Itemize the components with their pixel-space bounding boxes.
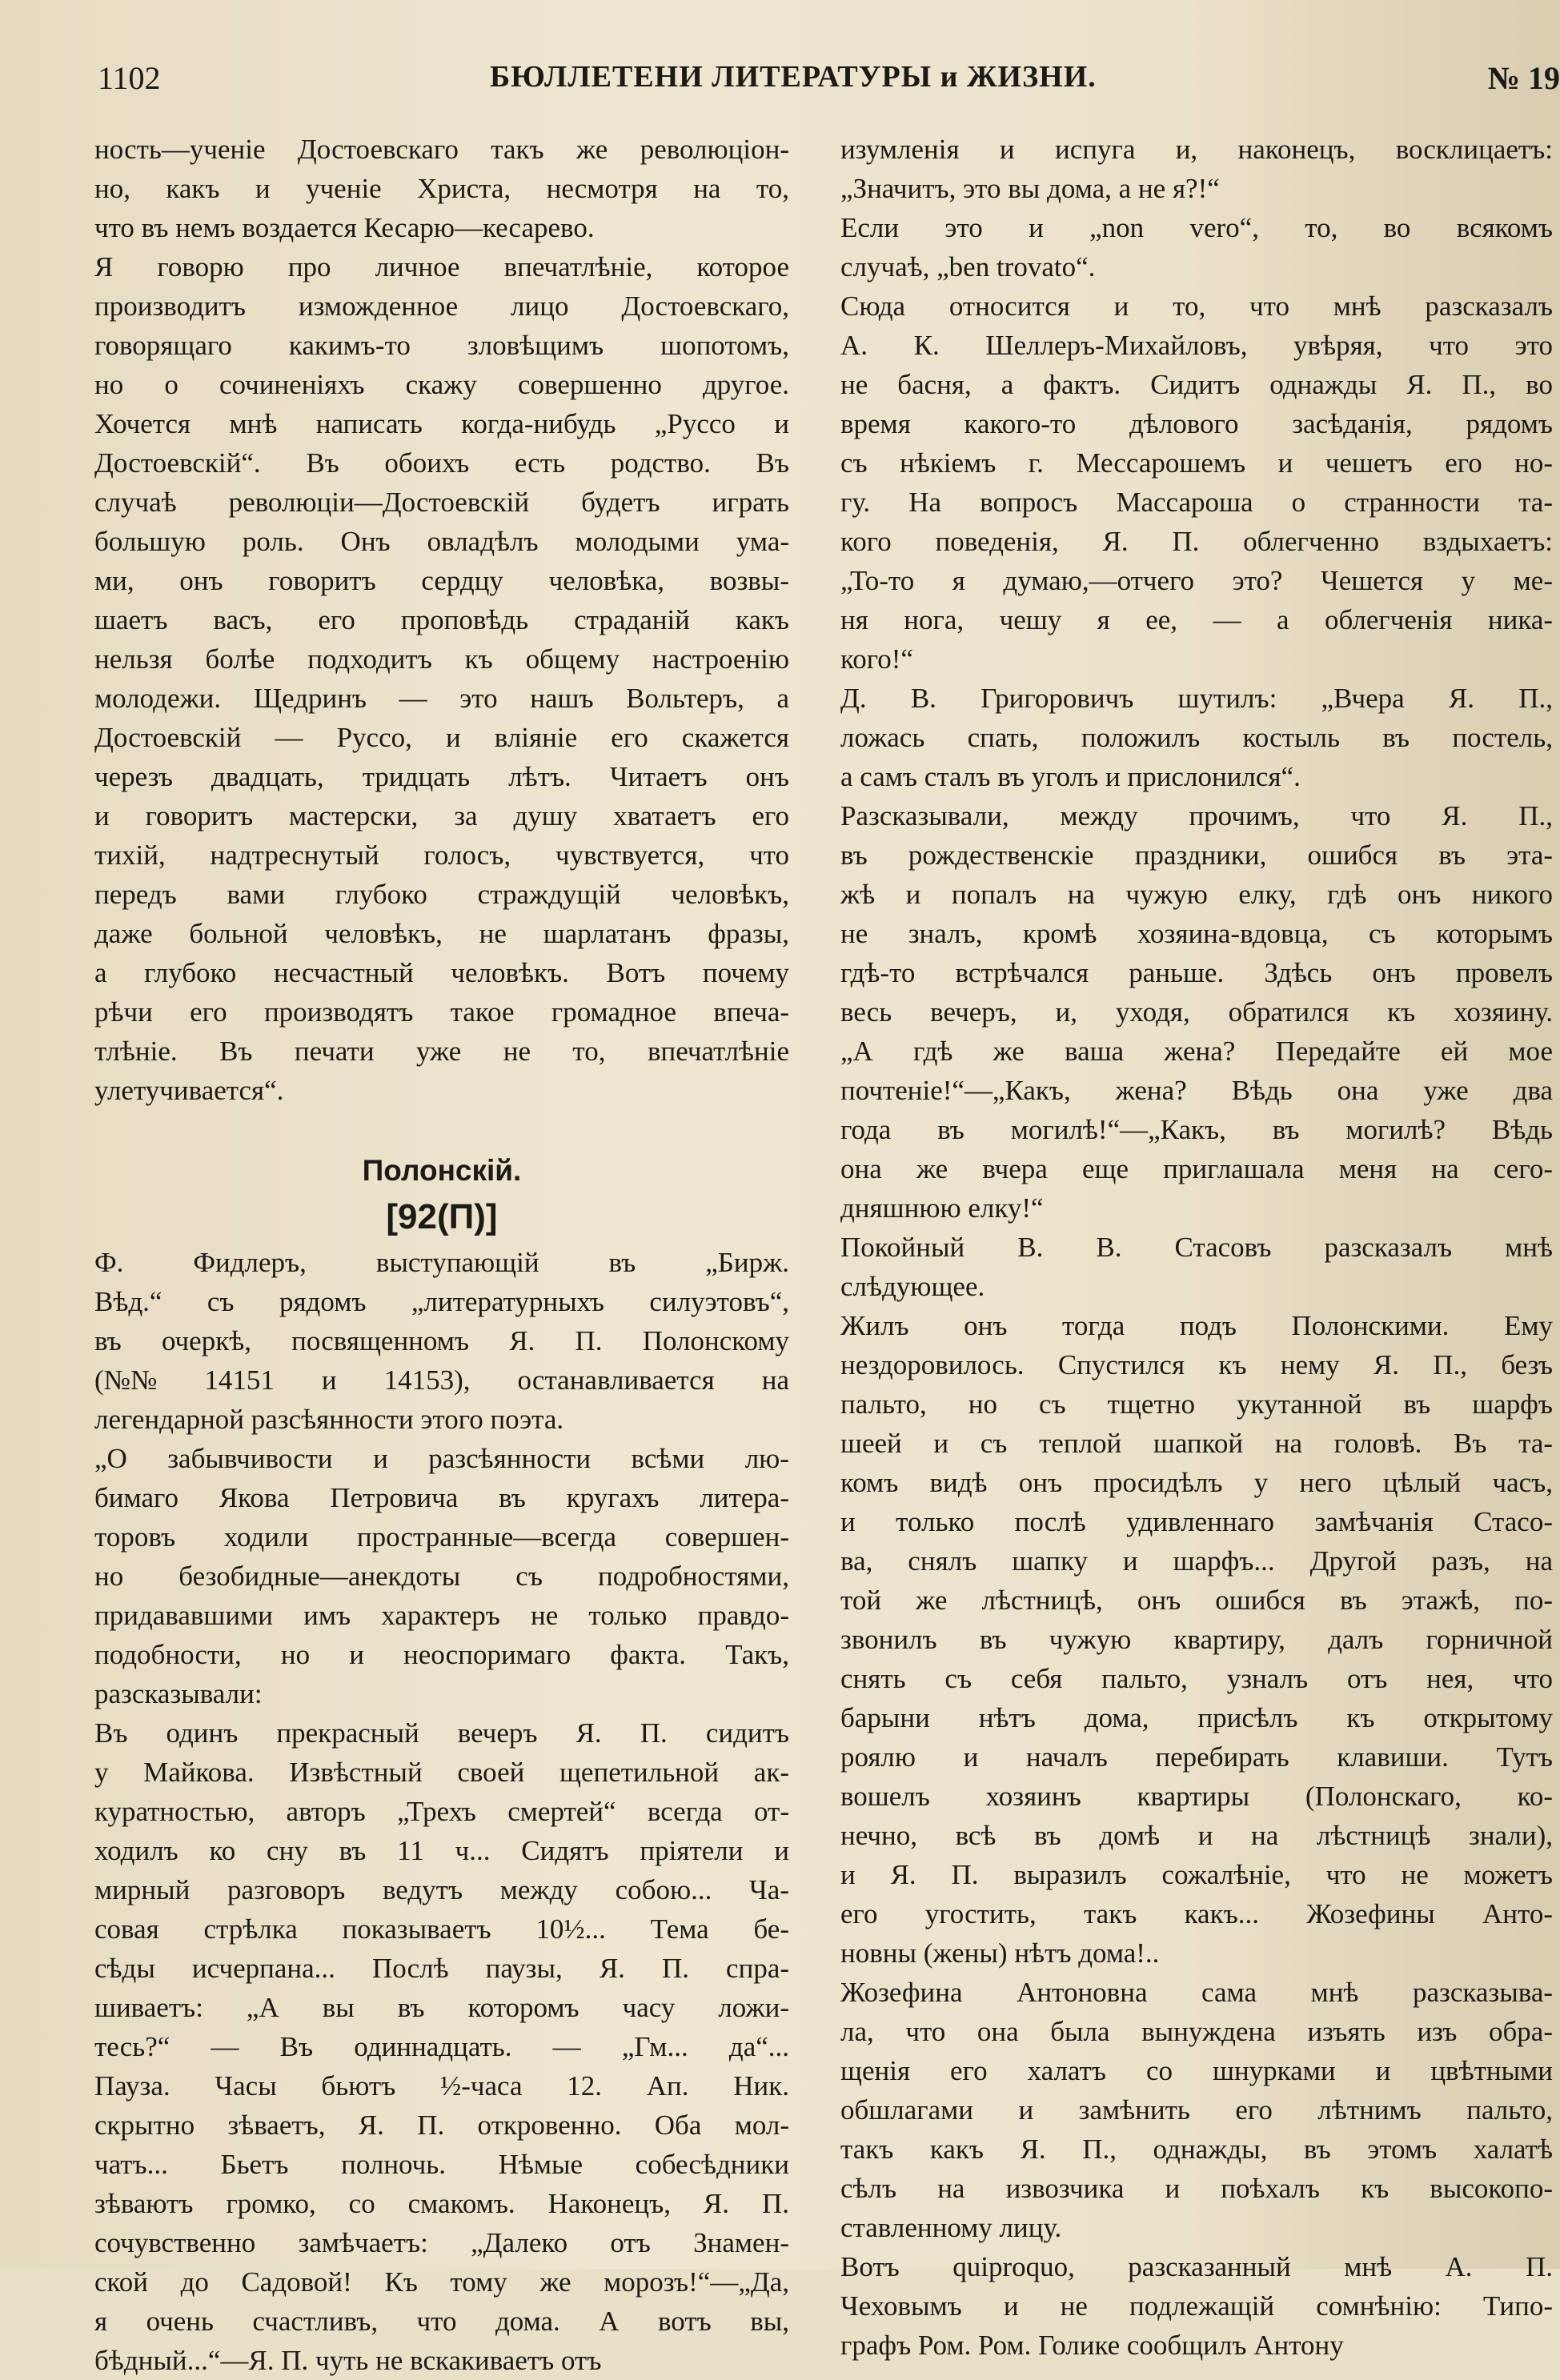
text-line: такъ какъ Я. П., однажды, въ этомъ халатѣ (840, 2134, 1553, 2165)
text-line: тлѣніе. Въ печати уже не то, впечатлѣніе (94, 1036, 789, 1067)
text-line: у Майкова. Извѣстный своей щепетильной ак- (94, 1757, 789, 1788)
text-line: Вотъ quiproquo, разсказанный мнѣ А. П. (840, 2251, 1554, 2282)
text-line: щенія его халатъ со шнурками и цвѣтными (840, 2055, 1554, 2086)
text-line: легендарной разсѣянности этого поэта. (94, 1404, 564, 1435)
text-line: вошелъ хозяинъ квартиры (Полонскаго, ко- (840, 1781, 1553, 1812)
text-line: куратностью, авторъ „Трехъ смертей“ всегда от- (94, 1796, 789, 1827)
text-line: мирный разговоръ ведутъ между собою... Ча- (94, 1874, 789, 1905)
text-line: и говоритъ мастерски, за душу хватаетъ его (94, 800, 789, 831)
text-line: сѣды исчерпана... Послѣ паузы, Я. П. спра- (94, 1953, 790, 1984)
text-line: совая стрѣлка показываетъ 10½... Тема бе- (94, 1913, 789, 1945)
text-line: Хочется мнѣ написать когда-нибудь „Руссо и (94, 408, 789, 439)
text-line: „О забывчивости и разсѣянности всѣми лю- (94, 1443, 789, 1474)
text-line: ня нога, чешу я ее, — а облегченія ника- (840, 604, 1554, 635)
text-line: Чеховымъ и не подлежащій сомнѣнію: Типо- (840, 2290, 1554, 2322)
text-line: изумленія и испуга и, наконецъ, восклицаетъ: (840, 134, 1554, 165)
text-line: Жилъ онъ тогда подъ Полонскими. Ему (840, 1310, 1553, 1341)
text-line: пальто, но съ тщетно укутанной въ шарфъ (840, 1388, 1554, 1420)
text-line: зѣваютъ громко, со смакомъ. Наконецъ, Я. П. (94, 2188, 789, 2219)
text-line: придававшими имъ характеръ не только правдо- (94, 1600, 789, 1631)
paragraph (94, 1713, 789, 2380)
text-line: сочувственно замѣчаетъ: „Далеко отъ Знамен- (94, 2227, 789, 2258)
text-line: и Я. П. выразилъ сожалѣніе, что не можетъ (840, 1859, 1554, 1890)
text-line: улетучивается“. (94, 1075, 284, 1106)
text-line: но безобидные—анекдоты съ подробностями, (94, 1561, 790, 1592)
text-line: ла, что она была вынуждена изъять изъ обра- (840, 2016, 1553, 2047)
text-line: Вѣд.“ съ рядомъ „литературныхъ силуэтовъ“, (94, 1286, 789, 1317)
text-line: разсказывали: (94, 1678, 263, 1709)
text-line: Разсказывали, между прочимъ, что Я. П., (840, 800, 1553, 831)
text-line: шеей и съ теплой шапкой на головѣ. Въ та- (840, 1428, 1554, 1459)
text-line: „А гдѣ же ваша жена? Передайте ей мое (840, 1036, 1553, 1067)
text-line: А. К. Шеллеръ-Михайловъ, увѣряя, что это (840, 330, 1553, 361)
paragraph (840, 679, 1553, 796)
running-header (98, 59, 1560, 107)
text-line: шиваетъ: „А вы въ которомъ часу ложи- (94, 1992, 789, 2023)
text-line: нельзя болѣе подходитъ къ общему настроенію (94, 643, 790, 675)
text-line: Покойный В. В. Стасовъ разсказалъ мнѣ (840, 1232, 1553, 1263)
paragraph (840, 208, 1553, 286)
text-line: случаѣ, „ben trovato“. (840, 251, 1096, 282)
text-line: ской до Садовой! Къ тому же морозъ!“—„Да, (94, 2266, 790, 2298)
text-line: тесь?“ — Въ одиннадцать. — „Гм... да“... (94, 2031, 790, 2062)
text-line: той же лѣстницѣ, онъ ошибся въ этажѣ, по- (840, 1585, 1553, 1616)
text-line: графъ Ром. Ром. Голике сообщилъ Антону (840, 2330, 1344, 2361)
paragraph (94, 247, 789, 1110)
text-line: время какого-то дѣлового засѣданія, рядомъ (840, 408, 1553, 439)
text-line: но о сочиненіяхъ скажу совершенно другое. (94, 369, 789, 400)
paragraph (840, 1973, 1553, 2247)
text-line: Сюда относится и то, что мнѣ разсказалъ (840, 290, 1554, 322)
text-line: нездоровилось. Спустился къ нему Я. П., безъ (840, 1349, 1553, 1380)
text-line: шаетъ васъ, его проповѣдь страданій какъ (94, 604, 790, 635)
text-line: Я говорю про личное впечатлѣніе, которое (94, 251, 789, 282)
text-line: въ очеркѣ, посвященномъ Я. П. Полонскому (94, 1325, 789, 1356)
left-column (94, 130, 789, 2380)
paragraph (94, 1439, 789, 1713)
text-line: даже больной человѣкъ, не шарлатанъ фразы, (94, 918, 789, 949)
section-heading: Полонскій. (362, 1154, 522, 1187)
right-column (840, 130, 1553, 2365)
text-line: но, какъ и ученіе Христа, несмотря на то, (94, 173, 789, 204)
journal-title: БЮЛЛЕТЕНИ ЛИТЕРАТУРЫ и ЖИЗНИ. (490, 60, 1097, 94)
text-line: подобности, но и неоспоримаго факта. Такъ, (94, 1639, 789, 1670)
section-number: [92(П)] (386, 1197, 498, 1236)
paragraph (94, 1243, 789, 1439)
text-line: въ рождественскіе праздники, ошибся въ эта- (840, 839, 1554, 871)
text-line: я очень счастливъ, что дома. А вотъ вы, (94, 2306, 789, 2337)
text-line: бѣдный...“—Я. П. чуть не вскакиваетъ отъ (94, 2345, 602, 2376)
text-line: снять съ себя пальто, узналъ отъ нея, что (840, 1663, 1554, 1694)
text-line: звонилъ въ чужую квартиру, далъ горничной (840, 1624, 1553, 1655)
text-line: ми, онъ говоритъ сердцу человѣка, возвы- (94, 565, 789, 596)
paragraph (840, 286, 1553, 679)
text-line: Пауза. Часы бьютъ ½-часа 12. Ап. Ник. (94, 2070, 790, 2102)
text-line: Если это и „non vero“, то, во всякомъ (840, 212, 1554, 243)
paragraph (840, 2247, 1553, 2365)
text-line: торовъ ходили пространные—всегда совершен- (94, 1521, 789, 1553)
text-line: передъ вами глубоко страждущій человѣкъ, (94, 879, 790, 910)
text-line: случаѣ революціи—Достоевскій будетъ играть (94, 487, 789, 518)
text-line: Д. В. Григоровичъ шутилъ: „Вчера Я. П., (840, 683, 1553, 714)
text-line: нечно, всѣ въ домѣ и на лѣстницѣ знали), (840, 1820, 1554, 1851)
text-line: роялю и началъ перебирать клавиши. Тутъ (840, 1741, 1553, 1773)
paragraph (840, 1306, 1553, 1973)
text-line: почтеніе!“—„Какъ, жена? Вѣдь она уже два (840, 1075, 1553, 1106)
text-line: Достоевскій — Руссо, и вліяніе его скажется (94, 722, 789, 753)
text-line: ложась спать, положилъ костыль въ постель, (840, 722, 1553, 753)
text-line: обшлагами и замѣнить его лѣтнимъ пальто, (840, 2094, 1553, 2126)
page-number: 1102 (98, 60, 161, 96)
text-line: Достоевскій“. Въ обоихъ есть родство. Въ (94, 447, 789, 479)
text-line: черезъ двадцать, тридцать лѣтъ. Читаетъ онъ (94, 761, 789, 792)
text-line: слѣдующее. (840, 1271, 985, 1302)
text-line: она же вчера еще приглашала меня на сего- (840, 1153, 1553, 1184)
paragraph (840, 1228, 1553, 1306)
text-line: сѣлъ на извозчика и поѣхалъ къ высокопо- (840, 2173, 1553, 2204)
text-line: ставленному лицу. (840, 2212, 1062, 2243)
issue-number: № 19 (1487, 60, 1560, 96)
text-line: не басня, а фактъ. Сидитъ однажды Я. П., во (840, 369, 1553, 400)
text-line: рѣчи его производятъ такое громадное впеча- (94, 996, 790, 1028)
text-line: а глубоко несчастный человѣкъ. Вотъ почему (94, 957, 789, 988)
paragraph (840, 796, 1553, 1228)
text-line: скрытно зѣваетъ, Я. П. откровенно. Оба мол- (94, 2110, 789, 2141)
text-line: съ нѣкіемъ г. Мессарошемъ и чешетъ его но- (840, 447, 1554, 479)
text-line: дняшнюю елку!“ (840, 1192, 1044, 1224)
text-line: Ф. Фидлеръ, выступающій въ „Бирж. (94, 1247, 790, 1278)
paragraph (94, 130, 789, 247)
text-line: гу. На вопросъ Массароша о странности та- (840, 487, 1553, 518)
text-line: (№№ 14151 и 14153), останавливается на (94, 1364, 789, 1396)
text-line: бимаго Якова Петровича въ кругахъ литера- (94, 1482, 789, 1513)
text-line: комъ видѣ онъ просидѣлъ у него цѣлый часъ, (840, 1467, 1553, 1498)
text-line: года въ могилѣ!“—„Какъ, въ могилѣ? Вѣдь (840, 1114, 1553, 1145)
text-line: молодежи. Щедринъ — это нашъ Вольтеръ, а (94, 683, 789, 714)
text-line: чатъ... Бьетъ полночь. Нѣмые собесѣдники (94, 2149, 789, 2180)
text-line: тихій, надтреснутый голосъ, чувствуется, что (94, 839, 790, 871)
text-line: Въ одинъ прекрасный вечеръ Я. П. сидитъ (94, 1717, 790, 1749)
text-line: ва, снялъ шапку и шарфъ... Другой разъ, на (840, 1545, 1554, 1577)
text-line: кого!“ (840, 643, 913, 675)
text-line: „То-то я думаю,—отчего это? Чешется у ме- (840, 565, 1553, 596)
text-line: барыни нѣтъ дома, присѣлъ къ открытому (840, 1702, 1554, 1733)
text-line: весь вечеръ, и, уходя, обратился къ хозяину. (840, 996, 1553, 1028)
text-line: а самъ сталъ въ уголъ и прислонился“. (840, 761, 1301, 792)
text-line: и только послѣ удивленнаго замѣчанія Стасо- (840, 1506, 1553, 1537)
text-line: ходилъ ко сну въ 11 ч... Сидятъ пріятели и (94, 1835, 789, 1866)
text-line: гдѣ-то встрѣчался раньше. Здѣсь онъ провелъ (840, 957, 1554, 988)
paragraph (840, 130, 1553, 208)
text-line: новны (жены) нѣтъ дома!.. (840, 1937, 1160, 1969)
text-line: его угостить, такъ какъ... Жозефины Анто- (840, 1898, 1553, 1929)
text-line: ность—ученіе Достоевскаго такъ же революціон- (94, 134, 790, 165)
text-line: большую роль. Онъ овладѣлъ молодыми ума- (94, 526, 790, 557)
text-line: говорящаго какимъ-то зловѣщимъ шопотомъ, (94, 330, 790, 361)
text-line: не зналъ, кромѣ хозяина-вдовца, съ которымъ (840, 918, 1554, 949)
text-line: кого поведенія, Я. П. облегченно вздыхаетъ: (840, 526, 1554, 557)
text-line: „Значитъ, это вы дома, а не я?!“ (840, 173, 1220, 204)
text-line: что въ немъ воздается Кесарю—кесарево. (94, 212, 595, 243)
text-line: Жозефина Антоновна сама мнѣ разсказыва- (840, 1977, 1554, 2008)
text-line: производитъ изможденное лицо Достоевскаго, (94, 290, 789, 322)
text-line: жѣ и попалъ на чужую елку, гдѣ онъ никого (840, 879, 1553, 910)
